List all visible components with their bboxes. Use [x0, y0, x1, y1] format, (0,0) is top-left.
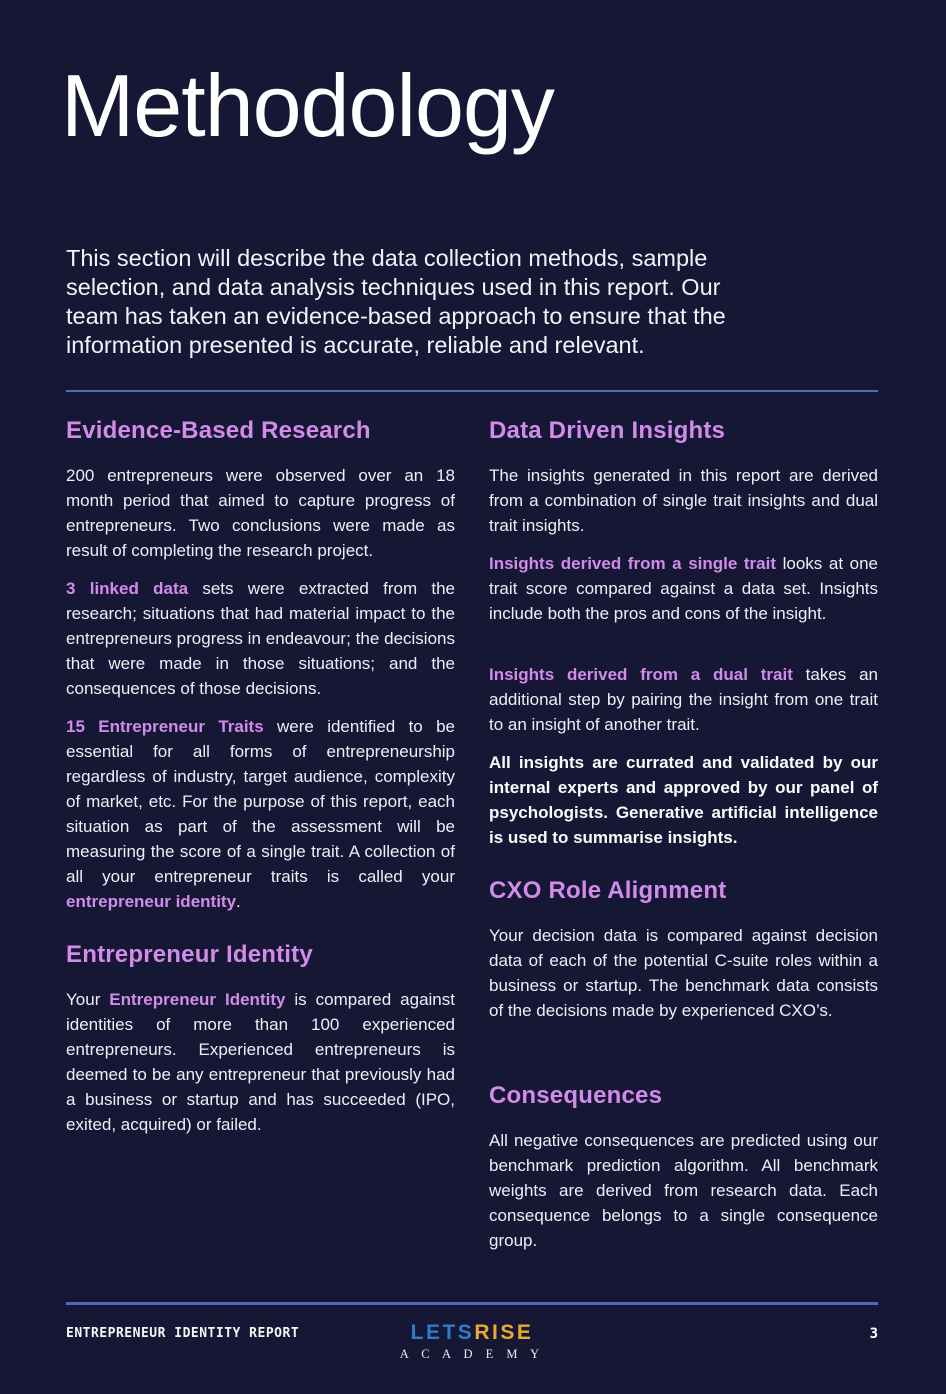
text-run: 200 entrepreneurs were observed over an 18 month period that aimed to capture progress of entrepreneurs. Two conclusions were made as result of completing the research project.	[66, 465, 455, 560]
text-run: All negative consequences are predicted using our benchmark prediction algorithm. All benchmark weights are derived from research data. Each consequence belongs to a single consequence group.	[489, 1130, 878, 1250]
footer-divider	[66, 1302, 878, 1305]
section-heading: Evidence-Based Research	[66, 416, 371, 444]
section-heading: Entrepreneur Identity	[66, 940, 313, 968]
highlight-text: Entrepreneur Identity	[109, 989, 286, 1009]
paragraph	[489, 551, 878, 626]
section-data-driven-insights	[489, 416, 878, 850]
text-run: Your	[66, 989, 110, 1009]
highlight-text: entrepreneur identity	[66, 891, 237, 911]
paragraph	[489, 662, 878, 737]
paragraph	[66, 576, 455, 701]
page-footer	[66, 1302, 878, 1362]
text-run: looks at one trait score compared against a data set. Insights include both the pros and cons of the insight.	[489, 553, 878, 623]
section-heading: Consequences	[489, 1081, 663, 1109]
logo-lets: LETS	[410, 1321, 475, 1344]
paragraph	[489, 1128, 878, 1253]
section-heading: CXO Role Alignment	[489, 876, 727, 904]
logo-wordmark	[400, 1322, 544, 1343]
left-column	[66, 416, 455, 1253]
logo-academy: A C A D E M Y	[399, 1347, 545, 1361]
paragraph	[66, 987, 455, 1137]
report-name: ENTREPRENEUR IDENTITY REPORT	[66, 1326, 300, 1341]
text-run: takes an additional step by pairing the insight from one trait to an insight of another trait.	[489, 664, 878, 734]
logo-rise: RISE	[474, 1321, 534, 1344]
section-evidence-based-research	[66, 416, 455, 914]
section-consequences	[489, 1081, 878, 1253]
paragraph	[489, 923, 878, 1023]
highlight-text: 15 Entrepreneur Traits	[66, 716, 264, 736]
text-run: All insights are currated and validated by our internal experts and approved by our panel of psychologists. Generative artificial intelligence is used to summarise insights.	[489, 752, 878, 847]
paragraph	[489, 463, 878, 538]
intro-paragraph: This section will describe the data collection methods, sample selection, and data analysis techniques used in this report. Our team has taken an evidence-based approach to ensure that the information presented is accurate, reliable and relevant.	[66, 244, 726, 358]
right-column	[489, 416, 878, 1253]
text-run: .	[236, 891, 241, 911]
text-run: is compared against identities of more than 100 experienced entrepreneurs. Experienced entrepreneurs is deemed to be any entrepreneur that previously had a business or startup and has succeeded (IPO, exited, acquired) or failed.	[66, 989, 455, 1134]
paragraph	[489, 750, 878, 850]
paragraph	[66, 463, 455, 563]
letsrise-logo	[400, 1322, 544, 1362]
page-number: 3	[869, 1326, 878, 1342]
section-entrepreneur-identity	[66, 940, 455, 1137]
highlight-text: Insights derived from a single trait	[489, 553, 777, 573]
section-cxo-role-alignment	[489, 876, 878, 1023]
highlight-text: Insights derived from a dual trait	[489, 664, 793, 684]
page-title: Methodology	[61, 56, 554, 155]
paragraph	[66, 714, 455, 914]
text-run: were identified to be essential for all forms of entrepreneurship regardless of industry, target audience, complexity of market, etc. For the purpose of this report, each situation as part of the assessment will be measuring the score of a single trait. A collection of all your entrepreneur traits is called your	[66, 716, 455, 886]
text-run: sets were extracted from the research; situations that had material impact to the entrepreneurs progress in endeavour; the decisions that were made in those situations; and the consequences of those decisions.	[66, 578, 456, 698]
report-page	[0, 56, 946, 1253]
content-columns	[66, 416, 878, 1253]
top-divider	[66, 390, 878, 392]
highlight-text: 3 linked data	[66, 578, 189, 598]
section-heading: Data Driven Insights	[489, 416, 726, 444]
text-run: Your decision data is compared against decision data of each of the potential C-suite roles within a business or startup. The benchmark data consists of the decisions made by experienced CXO’s.	[489, 925, 878, 1020]
text-run: The insights generated in this report are derived from a combination of single trait insights and dual trait insights.	[489, 465, 878, 535]
footer-row	[66, 1322, 878, 1362]
